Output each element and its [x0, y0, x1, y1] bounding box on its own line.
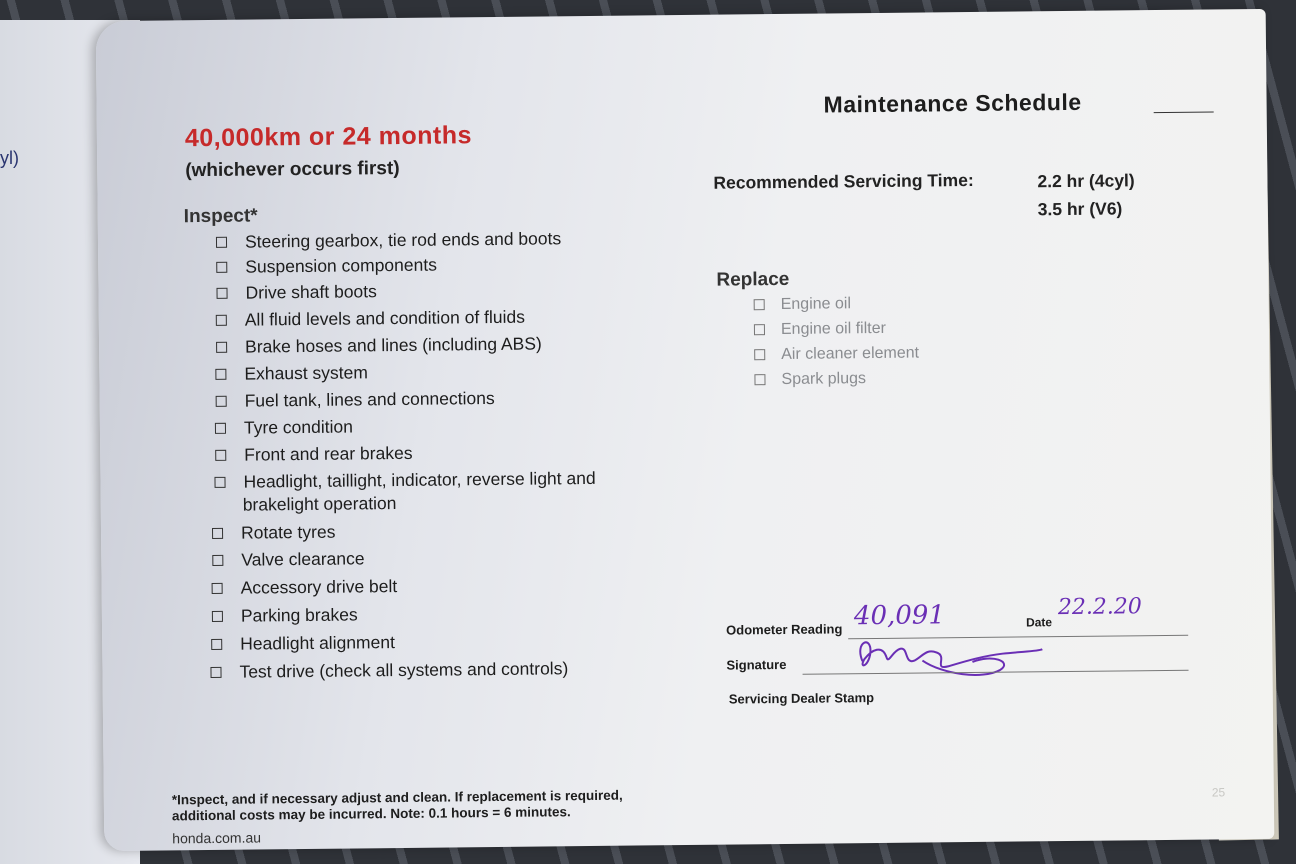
inspect-item	[216, 281, 377, 304]
inspect-item-label: Headlight alignment	[240, 632, 395, 654]
inspect-item-label: Headlight, taillight, indicator, reverse light and	[243, 467, 596, 492]
inspect-item	[211, 632, 395, 655]
checkbox-icon	[215, 369, 226, 380]
checkbox-icon	[212, 611, 223, 622]
inspect-item-label: Fuel tank, lines and connections	[244, 387, 495, 411]
replace-item-label: Air cleaner element	[781, 344, 920, 363]
checkbox-icon	[211, 639, 222, 650]
inspect-item	[216, 255, 437, 278]
title-rule	[1154, 111, 1214, 113]
inspect-item-label: Suspension components	[245, 254, 438, 277]
inspect-item-label: Brake hoses and lines (including ABS)	[244, 333, 542, 357]
footnote-line-1: *Inspect, and if necessary adjust and clean. If replacement is required,	[171, 787, 623, 808]
checkbox-icon	[216, 342, 227, 353]
inspect-item	[215, 362, 368, 385]
stamp-label: Servicing Dealer Stamp	[728, 690, 875, 707]
inspect-item	[216, 228, 561, 253]
replace-item	[754, 370, 866, 389]
date-value: 22.2.20	[1057, 594, 1142, 621]
checkbox-icon	[210, 667, 221, 678]
inspect-item	[212, 522, 336, 544]
replace-item-label: Engine oil filter	[780, 319, 886, 338]
checkbox-icon	[212, 583, 223, 594]
servicing-time-label: Recommended Servicing Time:	[713, 169, 974, 193]
checkbox-icon	[754, 324, 765, 335]
inspect-item	[214, 468, 595, 493]
interval-note: (whichever occurs first)	[185, 157, 400, 182]
inspect-item-continuation: brakelight operation	[242, 493, 397, 515]
inspect-item	[215, 416, 353, 438]
inspect-item-label: Front and rear brakes	[244, 442, 413, 465]
checkbox-icon	[754, 299, 765, 310]
inspect-item-label: Tyre condition	[243, 416, 354, 438]
inspect-item-label: Exhaust system	[244, 362, 369, 384]
page-title: Maintenance Schedule	[823, 88, 1082, 118]
signature-label: Signature	[726, 656, 787, 673]
inspect-item	[215, 443, 412, 466]
inspect-item	[216, 388, 495, 412]
checkbox-icon	[215, 450, 226, 461]
checkbox-icon	[214, 477, 225, 488]
odometer-value: 40,091	[853, 600, 946, 632]
checkbox-icon	[216, 262, 227, 273]
interval-heading: 40,000km or 24 months	[184, 121, 473, 153]
servicing-time-4cyl: 2.2 hr (4cyl)	[1037, 170, 1135, 192]
checkbox-icon	[216, 288, 227, 299]
odometer-label: Odometer Reading	[726, 621, 843, 638]
replace-item-label: Engine oil	[780, 295, 852, 313]
inspect-item-label: All fluid levels and condition of fluids	[244, 306, 526, 330]
inspect-item-label: Parking brakes	[240, 604, 358, 626]
checkbox-icon	[754, 374, 765, 385]
checkbox-icon	[212, 528, 223, 539]
checkbox-icon	[216, 237, 227, 248]
replace-heading: Replace	[716, 268, 790, 291]
replace-item	[754, 295, 851, 314]
inspect-item-label: Rotate tyres	[240, 521, 336, 543]
inspect-item	[210, 658, 568, 683]
servicing-time-v6: 3.5 hr (V6)	[1037, 198, 1123, 220]
checkbox-icon	[216, 396, 227, 407]
website: honda.com.au	[172, 829, 262, 847]
checkbox-icon	[216, 315, 227, 326]
date-label: Date	[1025, 615, 1053, 630]
inspect-item	[216, 333, 542, 357]
page-number: 25	[1211, 785, 1226, 800]
inspect-item-label: Drive shaft boots	[245, 281, 377, 303]
inspect-item	[212, 604, 358, 627]
inspect-item-label: Accessory drive belt	[240, 576, 398, 598]
inspect-item-label: Valve clearance	[241, 548, 365, 570]
inspect-item	[212, 548, 364, 571]
signature-scribble	[852, 629, 1053, 683]
checkbox-icon	[754, 349, 765, 360]
inspect-item-label: Steering gearbox, tie rod ends and boots	[244, 228, 562, 252]
inspect-heading: Inspect*	[183, 205, 258, 228]
replace-item	[754, 320, 886, 339]
checkbox-icon	[215, 423, 226, 434]
replace-item-label: Spark plugs	[781, 370, 867, 388]
footnote-line-2: additional costs may be incurred. Note: 0.1 hours = 6 minutes.	[171, 804, 571, 824]
replace-item	[754, 345, 919, 365]
checkbox-icon	[212, 555, 223, 566]
inspect-item	[216, 307, 525, 331]
inspect-item-label: Test drive (check all systems and controls)	[239, 658, 569, 682]
footnote	[172, 788, 623, 825]
left-page-fragment: yl)	[0, 148, 19, 168]
inspect-item	[212, 576, 398, 599]
manual-page	[96, 9, 1275, 851]
